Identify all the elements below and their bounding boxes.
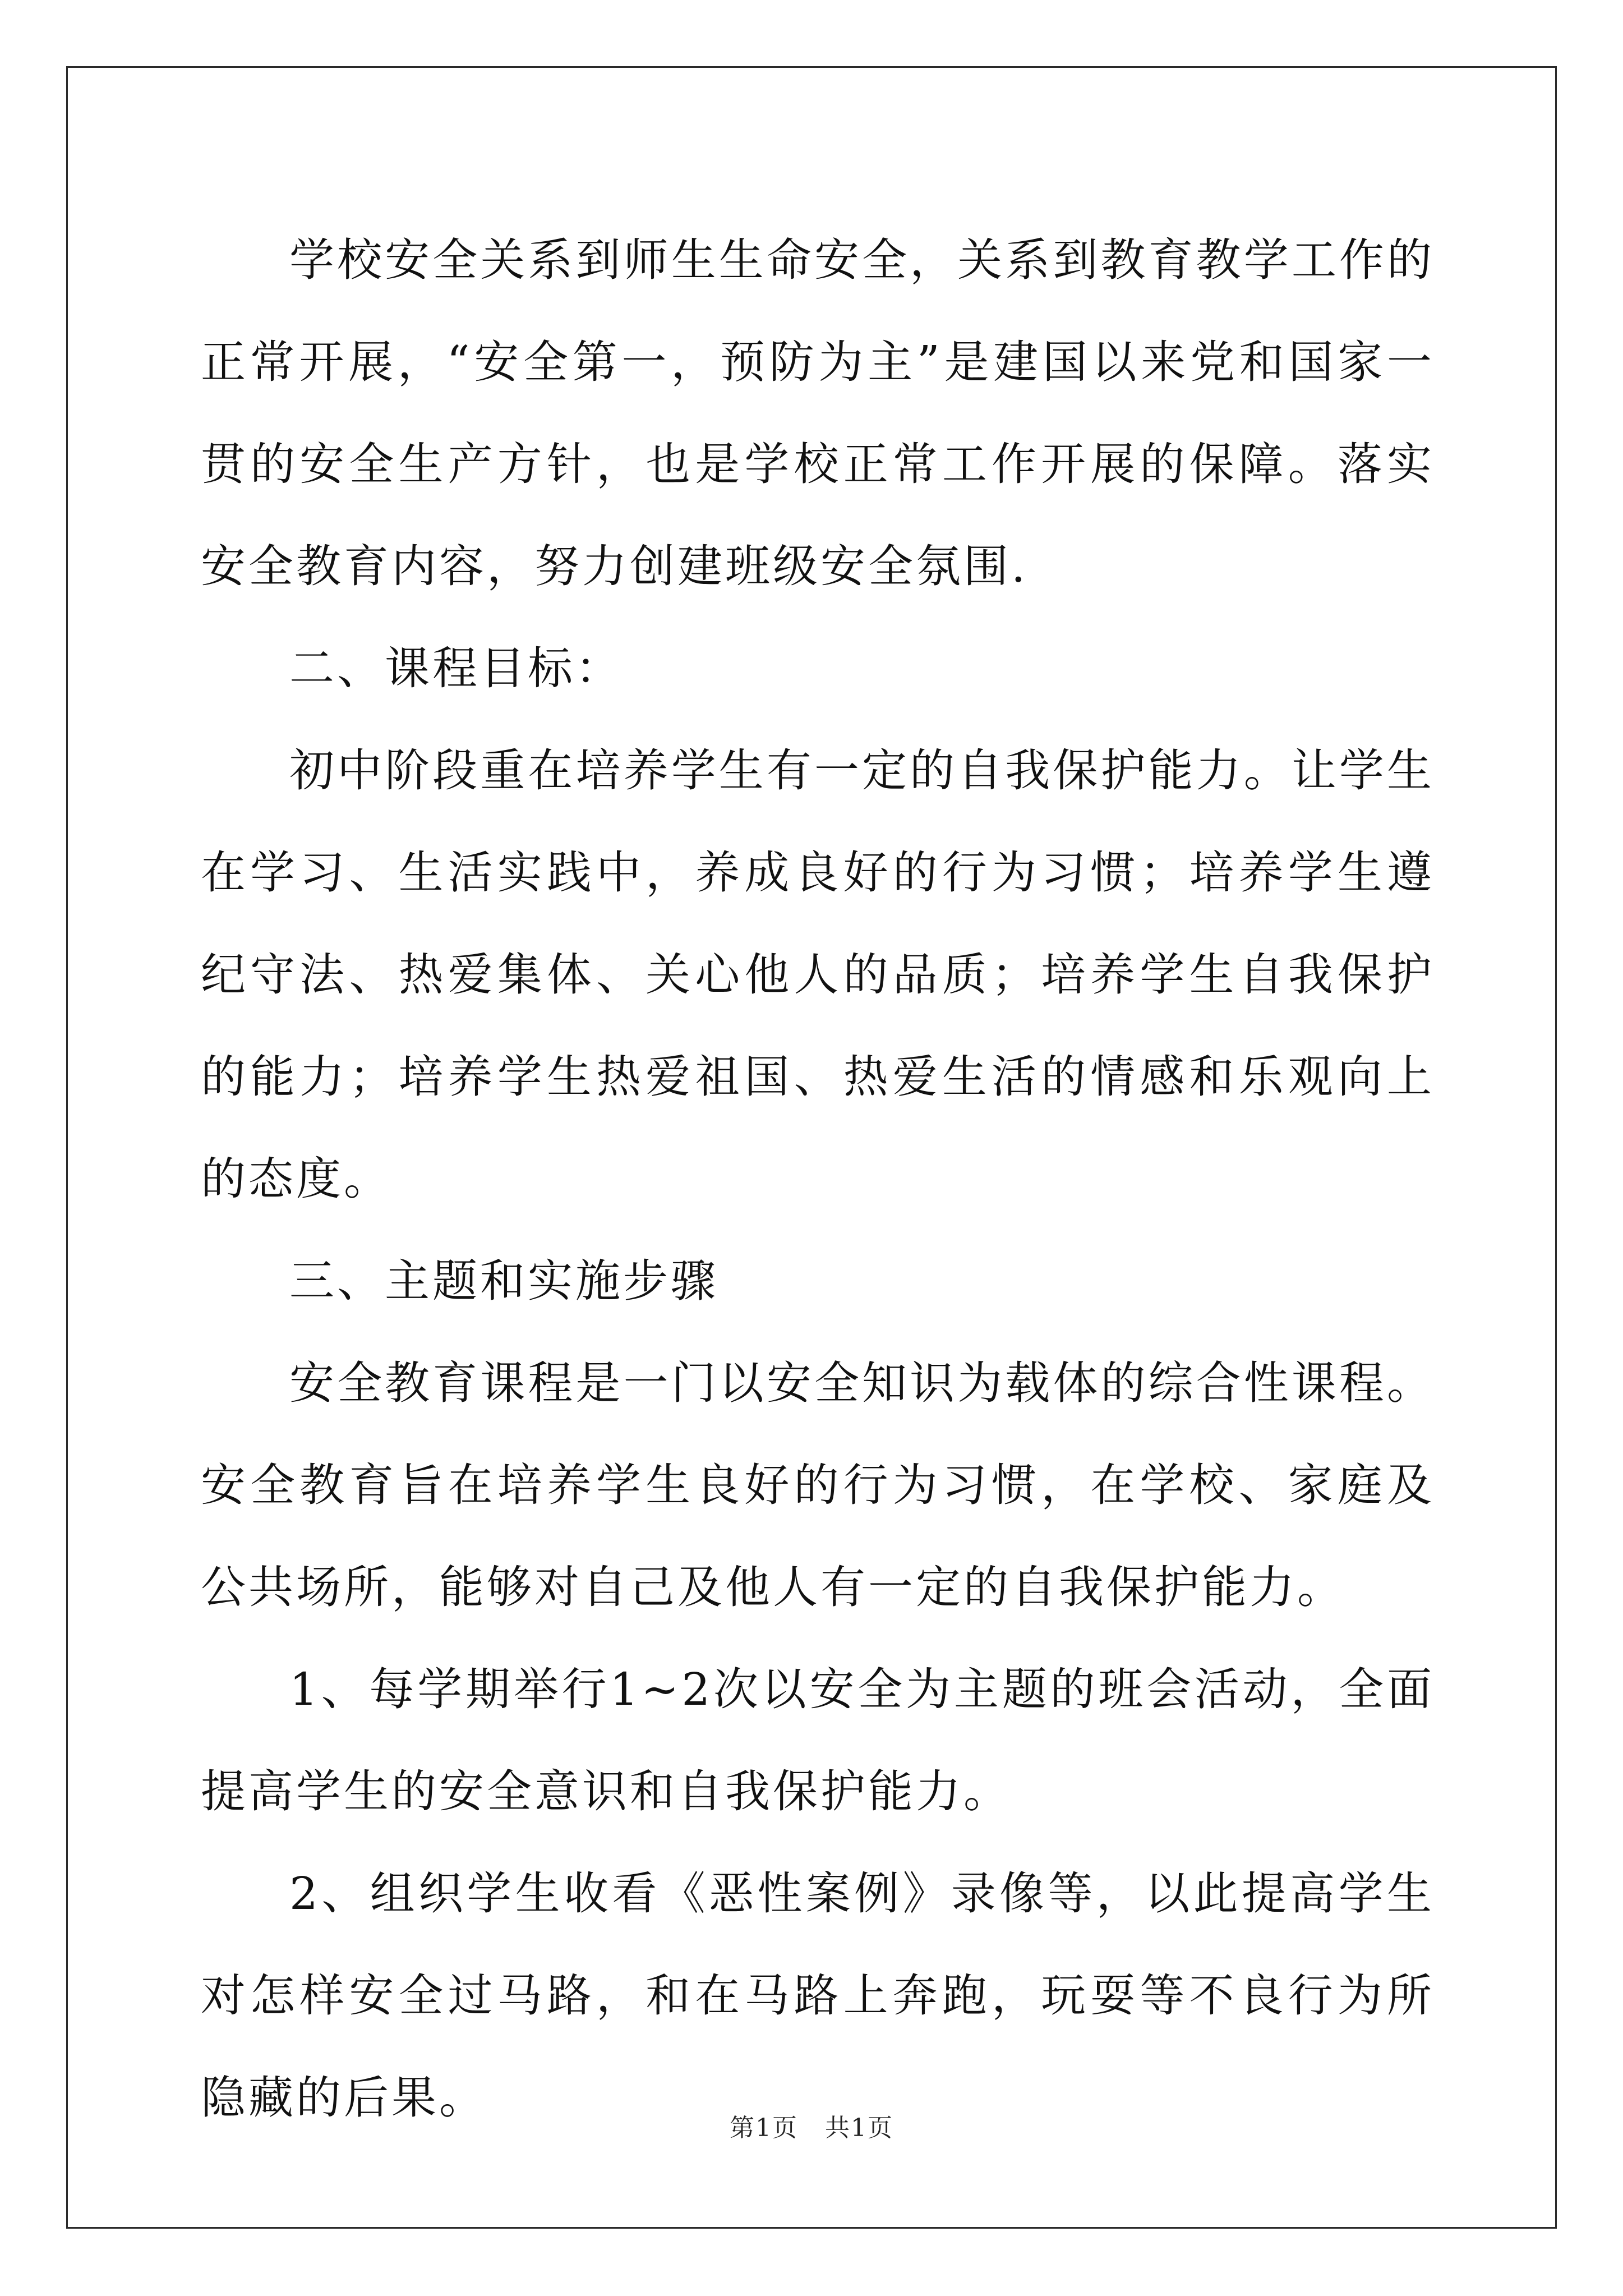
- list-item-1: 1、每学期举行1~2次以安全为主题的班会活动，全面提高学生的安全意识和自我保护能力。: [201, 1663, 1435, 1818]
- heading-course-goals: 二、课程目标：: [289, 642, 623, 694]
- page-footer: [0, 2108, 1623, 2143]
- document-body: [201, 209, 1435, 2149]
- heading-themes-steps: 三、主题和实施步骤: [289, 1255, 718, 1307]
- page-total: 共1页: [825, 2114, 893, 2142]
- list-item-2: 2、组织学生收看《恶性案例》录像等，以此提高学生对怎样安全过马路，和在马路上奔跑，玩耍等不良行为所隐藏的后果。: [201, 1867, 1435, 2124]
- page-number: 第1页: [730, 2114, 798, 2142]
- paragraph-intro: 学校安全关系到师生生命安全，关系到教育教学工作的正常开展，“安全第一，预防为主”是建国以来党和国家一贯的安全生产方针，也是学校正常工作开展的保障。落实安全教育内容，努力创建班级安全氛围.: [201, 234, 1435, 592]
- paragraph-goals: 初中阶段重在培养学生有一定的自我保护能力。让学生在学习、生活实践中，养成良好的行为习惯；培养学生遵纪守法、热爱集体、关心他人的品质；培养学生自我保护的能力；培养学生热爱祖国、热爱生活的情感和乐观向上的态度。: [201, 744, 1435, 1205]
- paragraph-course-description: 安全教育课程是一门以安全知识为载体的综合性课程。安全教育旨在培养学生良好的行为习惯，在学校、家庭及公共场所，能够对自己及他人有一定的自我保护能力。: [201, 1357, 1435, 1613]
